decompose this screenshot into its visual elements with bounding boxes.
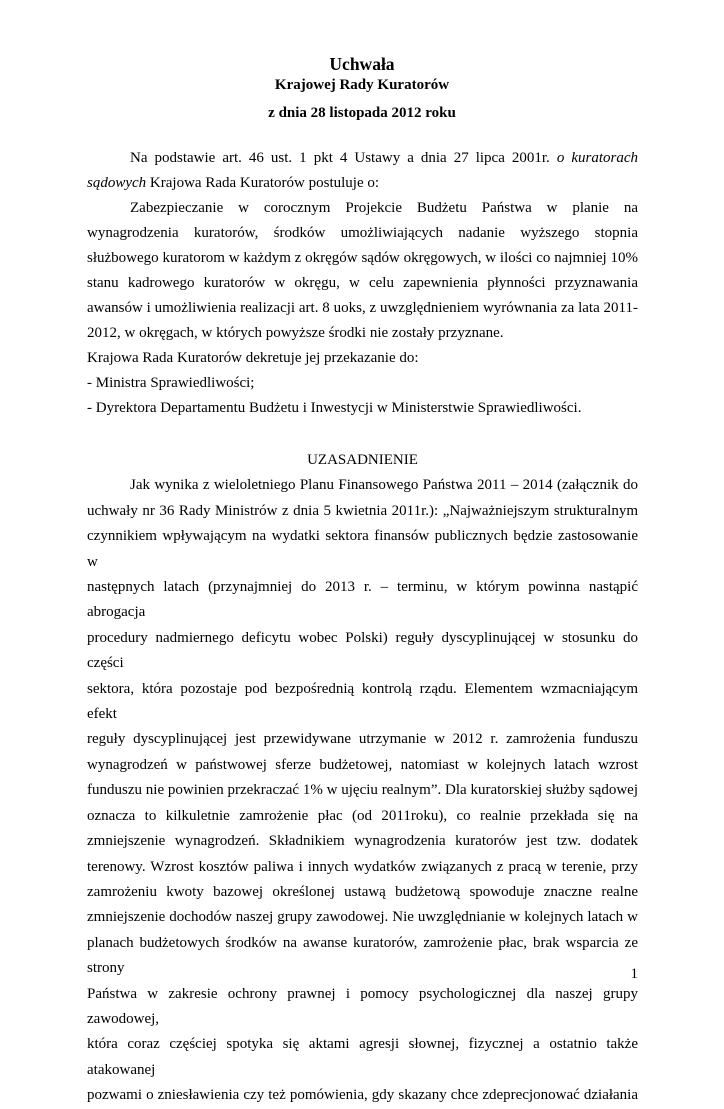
postulate-paragraph: Zabezpieczanie w corocznym Projekcie Budżetu Państwa w planie na wynagrodzenia kuratorów, środków umożliwiających nadanie wyższego stopnia służbowego kuratorom w każdym z okręgów sądów okręgowych, w ilości co najmniej 10% stanu kadrowego kuratorów w okręgu, w celu zapewnienia płynności przyznawania awansów i umożliwienia realizacji art. 8 uoks, z uwzględnieniem wyrównania za lata 2011-2012, w okręgach, w których powyższe środki nie zostały przyznane. bbox=[87, 200, 638, 341]
justification-line: zamrożeniu kwoty bazowej określonej ustawą budżetową spowoduje znaczne realne bbox=[87, 883, 638, 900]
justification-line: uchwały nr 36 Rady Ministrów z dnia 5 kwietnia 2011r.): „Najważniejszym strukturalnym bbox=[87, 502, 638, 519]
justification-line: następnych latach (przynajmniej do 2013 r. – terminu, w którym powinna nastąpić abrogacja bbox=[87, 579, 638, 621]
preamble-paragraph bbox=[87, 146, 638, 196]
justification-line: oznacza to kilkuletnie zamrożenie płac (od 2011roku), co realnie przekłada się na bbox=[87, 807, 638, 824]
justification-line: Jak wynika z wieloletniego Planu Finansowego Państwa 2011 – 2014 (załącznik do bbox=[130, 477, 638, 494]
resolution-title: Uchwała bbox=[329, 54, 395, 74]
resolution-header bbox=[0, 53, 724, 123]
justification-heading: UZASADNIENIE bbox=[307, 452, 418, 468]
preamble-tail: Krajowa Rada Kuratorów postuluje o: bbox=[149, 175, 380, 191]
justification-line: czynnikiem wpływającym na wydatki sektora finansów publicznych będzie zastosowanie w bbox=[87, 528, 638, 570]
justification-line: wynagrodzeń w państwowej sferze budżetowej, natomiast w kolejnych latach wzrost bbox=[87, 756, 638, 773]
justification-line: funduszu nie powinien przekraczać 1% w ujęciu realnym”. Dla kuratorskiej służby sądowej bbox=[87, 782, 638, 799]
resolution-date: z dnia 28 listopada 2012 roku bbox=[268, 105, 456, 121]
justification-line: planach budżetowych środków na awanse kuratorów, zamrożenie płac, brak wsparcia ze strony bbox=[87, 934, 638, 977]
resolution-body bbox=[87, 146, 638, 421]
justification-line: zmniejszenie wynagrodzeń. Składnikiem wynagrodzenia kuratorów jest tzw. dodatek bbox=[87, 833, 638, 850]
justification-line: pozwami o zniesławienia czy też pomówienia, gdy skazany chce zdeprecjonować działania bbox=[87, 1087, 638, 1104]
justification-line: procedury nadmiernego deficytu wobec Polski) reguły dyscyplinującej w stosunku do części bbox=[87, 629, 638, 672]
preamble-lead: Na podstawie art. 46 ust. 1 pkt 4 Ustawy a dnia 27 lipca 2001r. bbox=[130, 150, 550, 166]
justification-line: terenowy. Wzrost kosztów paliwa i innych wydatków związanych z pracą w terenie, przy bbox=[87, 858, 638, 875]
justification-text bbox=[87, 473, 638, 1108]
justification-line: Państwa w zakresie ochrony prawnej i pomocy psychologicznej dla naszej grupy zawodowej, bbox=[87, 985, 638, 1027]
forwarding-intro: Krajowa Rada Kuratorów dekretuje jej przekazanie do: bbox=[87, 350, 419, 366]
recipient-item: - Ministra Sprawiedliwości; bbox=[87, 375, 255, 391]
justification-line: zmniejszenie dochodów naszej grupy zawodowej. Nie uwzględnianie w kolejnych latach w bbox=[87, 909, 638, 926]
act-name: o kuratorach sądowych bbox=[87, 150, 638, 191]
recipient-item: - Dyrektora Departamentu Budżetu i Inwestycji w Ministerstwie Sprawiedliwości. bbox=[87, 400, 582, 416]
resolution-issuer: Krajowej Rady Kuratorów bbox=[274, 77, 450, 93]
page-number: 1 bbox=[630, 966, 638, 982]
justification-section bbox=[87, 448, 638, 1109]
justification-line: która coraz częściej spotyka się aktami agresji słownej, fizycznej a ostatnio także atakowanej bbox=[87, 1036, 638, 1078]
justification-line: sektora, która pozostaje pod bezpośrednią kontrolą rządu. Elementem wzmacniającym efekt bbox=[87, 680, 638, 723]
justification-line: reguły dyscyplinującej jest przewidywane utrzymanie w 2012 r. zamrożenia funduszu bbox=[87, 731, 638, 748]
